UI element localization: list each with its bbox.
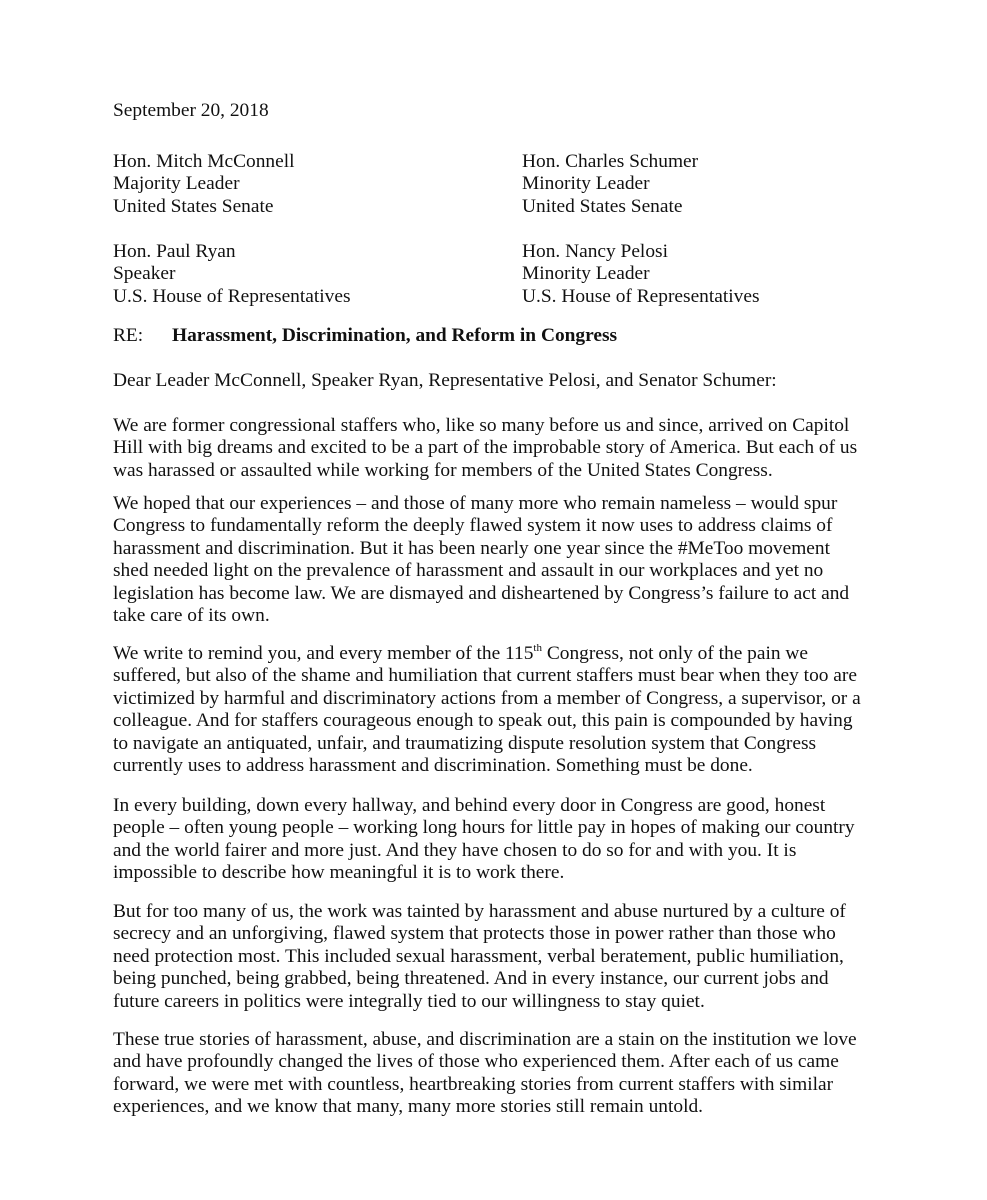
paragraph-line — [113, 643, 883, 665]
paragraph-line: and have profoundly changed the lives of those who experienced them. After each of us came — [113, 1051, 839, 1073]
recipient-body: U.S. House of Representatives — [113, 285, 351, 307]
paragraph-line: take care of its own. — [113, 605, 270, 627]
paragraph-6 — [113, 1029, 883, 1119]
recipient-schumer — [522, 151, 882, 218]
letter-date: September 20, 2018 — [113, 100, 269, 121]
recipient-name: Hon. Mitch McConnell — [113, 151, 295, 172]
recipient-body: United States Senate — [522, 195, 683, 217]
paragraph-line: was harassed or assaulted while working for members of the United States Congress. — [113, 459, 773, 481]
paragraph-line: people – often young people – working long hours for little pay in hopes of making our country — [113, 817, 855, 839]
paragraph-line: currently uses to address harassment and discrimination. Something must be done. — [113, 755, 753, 777]
paragraph-line: We are former congressional staffers who, like so many before us and since, arrived on Capitol — [113, 415, 850, 436]
paragraph-line: to navigate an antiquated, unfair, and traumatizing dispute resolution system that Congress — [113, 732, 817, 754]
paragraph-line: These true stories of harassment, abuse, and discrimination are a stain on the institution we love — [113, 1029, 857, 1050]
salutation: Dear Leader McConnell, Speaker Ryan, Representative Pelosi, and Senator Schumer: — [113, 370, 777, 391]
paragraph-line: forward, we were met with countless, heartbreaking stories from current staffers with similar — [113, 1073, 834, 1095]
subject-text: Harassment, Discrimination, and Reform in Congress — [172, 325, 618, 346]
paragraph-line: experiences, and we know that many, many more stories still remain untold. — [113, 1096, 704, 1118]
paragraph-line: We hoped that our experiences – and those of many more who remain nameless – would spur — [113, 493, 838, 514]
recipient-pelosi — [522, 241, 882, 308]
recipient-title: Majority Leader — [113, 173, 240, 195]
paragraph-line: need protection most. This included sexual harassment, verbal beratement, public humiliation, — [113, 945, 844, 967]
paragraph-text: Congress, not only of the pain we — [541, 643, 809, 664]
paragraph-line: being punched, being grabbed, being threatened. And in every instance, our current jobs and — [113, 968, 829, 990]
paragraph-line: harassment and discrimination. But it has been nearly one year since the #MeToo movement — [113, 537, 830, 559]
recipient-title: Minority Leader — [522, 173, 650, 195]
paragraph-line: victimized by harmful and discriminatory actions from a member of Congress, a supervisor, or a — [113, 687, 861, 709]
paragraph-line: But for too many of us, the work was tainted by harassment and abuse nurtured by a culture of — [113, 901, 846, 922]
paragraph-line: secrecy and an unforgiving, flawed system that protects those in power rather than those who — [113, 923, 836, 945]
paragraph-3 — [113, 643, 883, 777]
paragraph-line: future careers in politics were integrally tied to our willingness to stay quiet. — [113, 990, 705, 1012]
paragraph-1 — [113, 415, 883, 482]
paragraph-line: shed needed light on the prevalence of harassment and assault in our workplaces and yet no — [113, 560, 824, 582]
paragraph-2 — [113, 493, 883, 627]
paragraph-line: legislation has become law. We are dismayed and disheartened by Congress’s failure to act and — [113, 582, 850, 604]
recipient-title: Speaker — [113, 263, 176, 285]
paragraph-5 — [113, 901, 883, 1013]
paragraph-line: and the world fairer and more just. And they have chosen to do so for and with you. It is — [113, 839, 797, 861]
ordinal-suffix: th — [533, 642, 542, 654]
paragraph-line: colleague. And for staffers courageous enough to speak out, this pain is compounded by having — [113, 710, 853, 732]
paragraph-line: In every building, down every hallway, and behind every door in Congress are good, honest — [113, 795, 826, 816]
recipient-name: Hon. Charles Schumer — [522, 151, 699, 172]
recipient-body: U.S. House of Representatives — [522, 285, 760, 307]
recipient-mcconnell — [113, 151, 473, 218]
recipient-name: Hon. Nancy Pelosi — [522, 241, 668, 262]
paragraph-text: We write to remind you, and every member of the 115 — [113, 643, 534, 664]
recipient-title: Minority Leader — [522, 263, 650, 285]
subject-line — [113, 325, 617, 347]
paragraph-line: Hill with big dreams and excited to be a part of the improbable story of America. But each of us — [113, 437, 858, 459]
recipient-ryan — [113, 241, 473, 308]
paragraph-line: suffered, but also of the shame and humiliation that current staffers must bear when they too are — [113, 665, 857, 687]
recipient-name: Hon. Paul Ryan — [113, 241, 236, 262]
subject-label: RE: — [113, 325, 144, 346]
paragraph-line: Congress to fundamentally reform the deeply flawed system it now uses to address claims of — [113, 515, 833, 537]
paragraph-4 — [113, 795, 883, 885]
paragraph-line: impossible to describe how meaningful it is to work there. — [113, 862, 565, 884]
recipient-body: United States Senate — [113, 195, 274, 217]
